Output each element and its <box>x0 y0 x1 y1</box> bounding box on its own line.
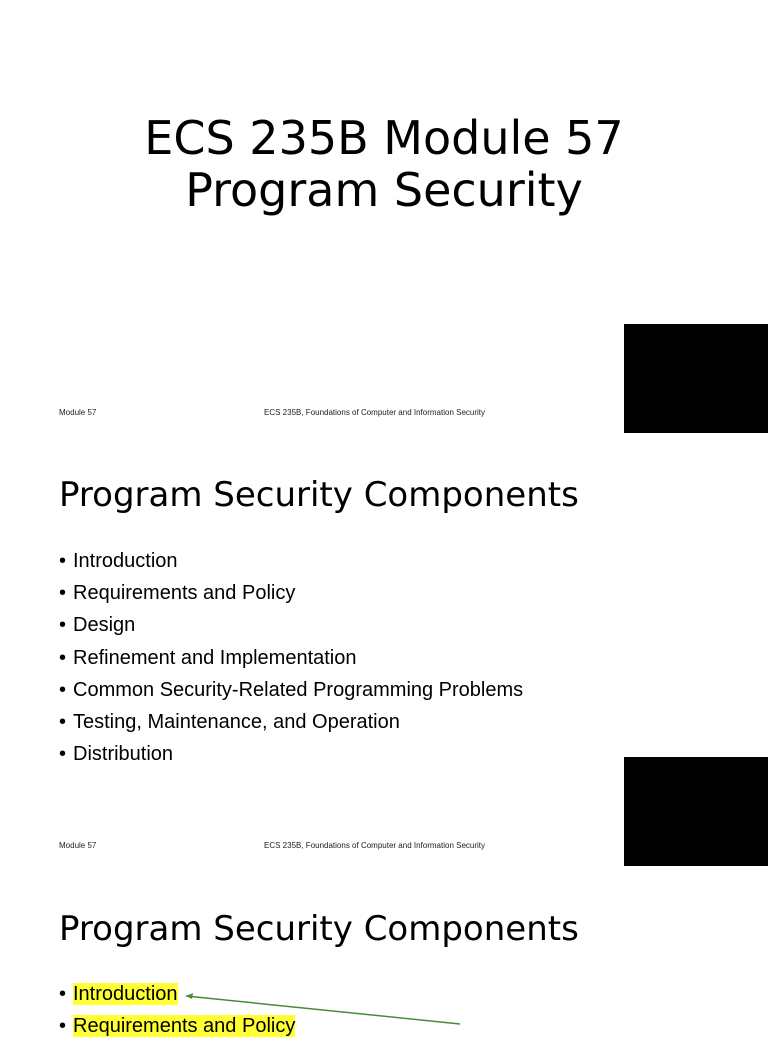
redacted-block <box>624 324 768 433</box>
bullet-dot: • <box>59 646 67 669</box>
redacted-block <box>624 757 768 866</box>
bullet-dot: • <box>59 582 67 605</box>
list-item-text: Refinement and Implementation <box>73 646 357 669</box>
slide-heading: Program Security Components <box>59 909 579 949</box>
list-item <box>59 738 523 770</box>
footer-module: Module 57 <box>59 408 97 417</box>
slide-title-heading <box>0 112 768 216</box>
highlighted-item-text: Requirements and Policy <box>73 1015 296 1038</box>
bullet-list <box>59 545 523 770</box>
footer-course: ECS 235B, Foundations of Computer and Information Security <box>264 841 486 850</box>
list-item <box>59 642 523 674</box>
bullet-dot: • <box>59 983 67 1005</box>
slide-components <box>0 433 768 866</box>
list-item-text: Design <box>73 614 136 637</box>
bullet-dot: • <box>59 678 67 701</box>
bullet-dot: • <box>59 1015 67 1038</box>
list-item <box>59 609 523 641</box>
list-item-text: Testing, Maintenance, and Operation <box>73 710 400 733</box>
connector-arrow-icon <box>0 866 768 1024</box>
title-line-2: Program Security <box>185 163 583 217</box>
list-item-text: Introduction <box>73 550 178 572</box>
list-item <box>59 577 523 609</box>
list-item <box>59 545 523 577</box>
slide-title <box>0 0 768 433</box>
list-item-text: Common Security-Related Programming Problems <box>73 678 524 701</box>
footer-module: Module 57 <box>59 841 97 850</box>
bullet-dot: • <box>59 614 67 637</box>
title-line-1: ECS 235B Module 57 <box>144 111 624 165</box>
bullet-dot: • <box>59 743 67 766</box>
list-item <box>59 674 523 706</box>
slide-heading: Program Security Components <box>59 475 579 515</box>
bullet-dot: • <box>59 710 67 733</box>
list-item <box>59 706 523 738</box>
list-item-text: Distribution <box>73 743 174 766</box>
highlighted-item-text: Introduction <box>73 983 178 1005</box>
list-item-text: Requirements and Policy <box>73 582 296 605</box>
footer-course: ECS 235B, Foundations of Computer and Information Security <box>264 408 486 417</box>
slide-components-highlighted <box>0 866 768 1038</box>
bullet-dot: • <box>59 550 67 572</box>
